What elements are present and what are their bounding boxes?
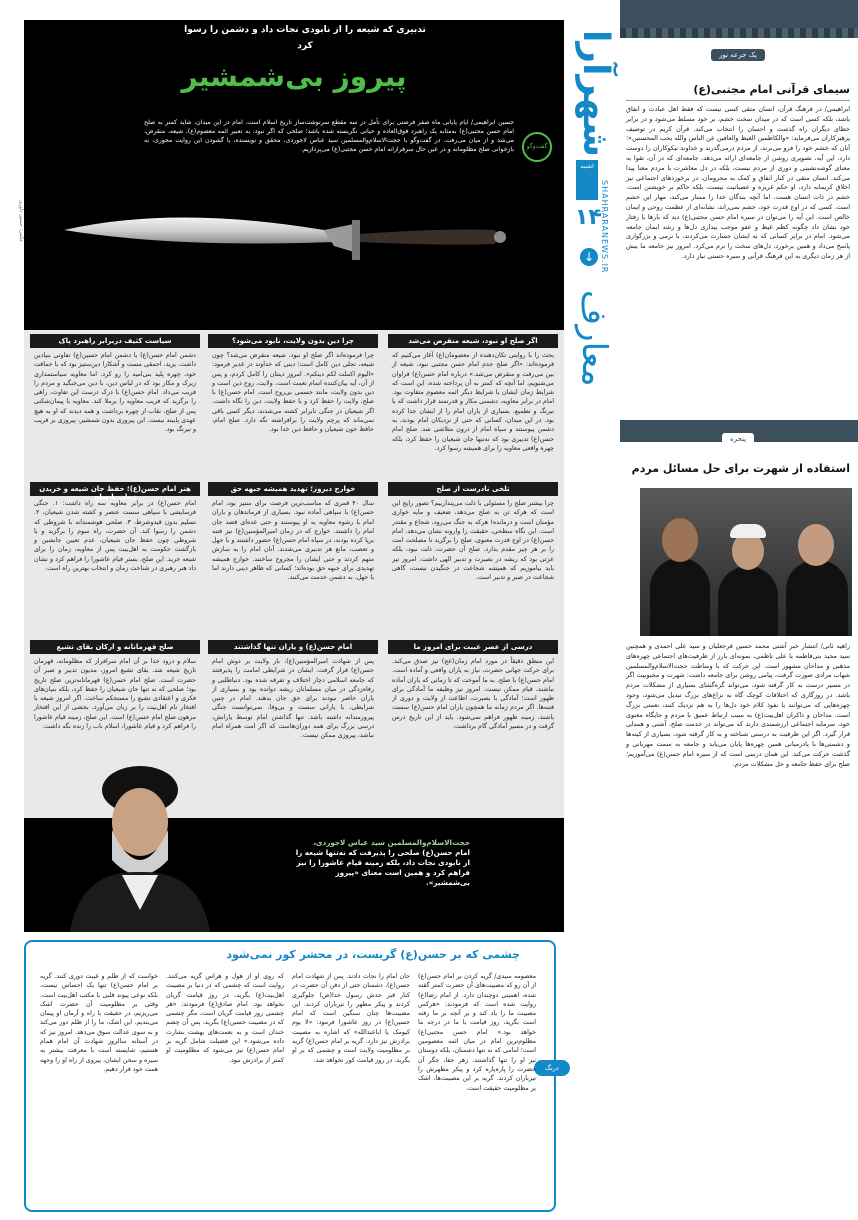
column-1 [388, 334, 558, 486]
bottom-column-2: جان امام را نجات دادند. پس از شهادت امام حسن(ع)، دشمنان حتی از دفن آن حضرت در کنار قبر جدش رسول خدا(ص) جلوگیری کردند و پیکر مطهر را تیرباران کردند. این مصیبت‌ها چنان سنگین است که امام حسین(ع) در روز عاشورا فرمود: «لا یوم کیومک یا اباعبدالله» که اشاره به مصیبت برادرش نیز دارد. گریه بر امام حسن(ع) گریه بر مظلومیت ولایت است و چشمی که بر او بگرید، در روز قیامت کور نخواهد شد. [292, 973, 410, 1064]
divider [626, 100, 850, 101]
kicker: تدبیری که شیعه را از نابودی نجات داد و دشمن را رسوا کرد [180, 22, 430, 38]
sword-icon [24, 190, 564, 300]
sidebar-tag-2: پنجره [722, 433, 754, 445]
column-body: چرا فرموده‌اند اگر صلح او نبود، شیعه منقرض می‌شد؟ چون شیعه، تجلی دین کامل است؛ دینی که خداوند در غدیر فرمود: «الیوم اکملت لکم دینکم». امروز دینتان را کامل کردم، و پس از آن، آیه بیان‌کننده اتمام نعمت است. ولایت، روح دین است و دین بدون ولایت، مانند جسمی بی‌روح است. امام حسن(ع) با صلح، ولایت را حفظ کرد و با حفظ ولایت، دین را نگاه داشت. اگر شیعیان در جنگی نابرابر کشته می‌شدند، دیگر کسی باقی نمی‌ماند که پرچم ولایت را برافراشته نگه دارد. صلح امام، حافظ خون شیعیان و حافظ دین خدا بود. [212, 352, 374, 434]
column-title: سیاست کثیف دربرابر راهبرد پاک [30, 334, 200, 348]
bottom-column-1: معصومه سیدی/ گریه کردن بر امام حسن(ع) از آن رو که مصیبت‌های آن حضرت کمتر گفته شده، اهمیتی دوچندان دارد. از امام رضا(ع) روایت شده است که فرمودند: «هرکس مصیبت ما را یاد کند و بر آنچه بر ما رفته است بگرید، روز قیامت با ما در درجه ما خواهد بود.» امام حسن مجتبی(ع) مظلوم‌ترین امام در میان ائمه معصومین است؛ امامی که نه تنها دشمنان، بلکه دوستان نیز او را تنها گذاشتند. زهر جفا، جگر آن حضرت را پاره‌پاره کرد و پیکر مطهرش را تیرباران کردند. گریه بر این مصیبت‌ها، اشک بر مظلومیت حقیقت است. [418, 973, 536, 1092]
sidebar-tag: یک جرعه نور [711, 49, 765, 61]
bottom-column-4: خواست که از ظلم و غیبت دوری کنند. گریه بر امام حسن(ع) تنها یک احساس نیست، بلکه نوعی پیوند قلبی با مکتب اهل‌بیت است. وقتی بر مظلومیت آن حضرت اشک می‌ریزیم، در حقیقت با راه و آرمان او پیمان می‌بندیم. این اشک، ما را از ظلم دور می‌کند و به سوی عدالت سوق می‌دهد. امروز نیز که در آستانه سالروز شهادت آن امام همام هستیم، شایسته است با معرفت بیشتر به سیره و سخن ایشان، پیروی از راه او را وجهه همت خود قرار دهیم. [40, 973, 158, 1073]
bottom-title: چشمی که بر حسن(ع) گریست، در محشر کور نمی‌شود [226, 948, 520, 961]
page-number: ۱۴ [575, 205, 602, 230]
column-title: اگر صلح او نبود، شیعه منقرض می‌شد [388, 334, 558, 348]
section-name: معارف [574, 290, 614, 387]
day-badge: اشنبه [576, 160, 598, 200]
photo-three-men [640, 488, 852, 636]
column-7 [208, 640, 378, 782]
pull-quote [290, 838, 470, 888]
column-title: تلخی نادرست از صلح [388, 482, 558, 496]
quote-attribution: حجت‌الاسلام‌والمسلمین سید عباس لاجوردی، [313, 838, 470, 847]
portrait-cleric [60, 760, 220, 932]
sidebar-body-2: راهیه ثانی/ انتشار خبر آشتی محمد حسین فرجعلیان و سید علی احمدی و همچنین سید مجید بنی‌فاطمه با علی ناظمی، نمونه‌ای بارز از ظرفیت‌های اجتماعی چهره‌های مذهبی و مداحان مشهور است. این حرکت که با وساطت حجت‌الاسلام‌والمسلمین شهاب مرادی صورت گرفت، پیامی روشن برای جامعه داشت: شهرت و محبوبیت اگر در مسیر درست به کار گرفته شود، می‌تواند گره‌گشای بسیاری از مشکلات مردم باشد. در روزگاری که اختلافات کوچک گاه به نزاع‌های بزرگ تبدیل می‌شود، وجود چهره‌هایی که می‌توانند با نفوذ کلام خود دل‌ها را به هم نزدیک کنند، نعمتی بزرگ است. مداحان و ذاکران اهل‌بیت(ع) به سبب ارتباط عمیق با مردم و جایگاه معنوی خود، سرمایه اجتماعی ارزشمندی دارند که می‌تواند در خدمت صلح، آشتی و همدلی قرار گیرد. اگر این ظرفیت به درستی شناخته و به کار گرفته شود، بسیاری از کینه‌ها و دشمنی‌ها با پادرمیانی همین چهره‌ها پایان می‌یابد و جامعه به سمت مهربانی و گذشت حرکت می‌کند. این همان درسی است که از سیره امام حسن(ع) می‌آموزیم؛ صلح برای حفظ جامعه و حل مشکلات مردم. [626, 642, 850, 768]
column-4 [388, 482, 558, 636]
column-body: سال ۴۰ قمری که مناسب‌ترین فرصت برای ستیز بود، امام حسن(ع) با سپاهی آماده نبود. بسیاری از فرماندهان و یاران امام با رشوه معاویه به او پیوستند و حتی عده‌ای قصد جان امام را داشتند. خوارج که در زمان امیرالمؤمنین(ع) نیز فتنه برپا کرده بودند، در سپاه امام حسن(ع) حضور داشتند و با جهل و تعصب، مانع هر تدبیری می‌شدند. آنان امام را به سازش متهم کردند و حتی ایشان را مجروح ساختند. خوارج همیشه تهدیدی برای جبهه حق بوده‌اند؛ کسانی که ظاهر دینی دارند اما با جهل، به دشمن خدمت می‌کنند. [212, 500, 374, 582]
photo-credit: عکس: حسین داوری [18, 200, 24, 243]
column-title: هنر امام حسن(ع)؛ حفظ جان شیعه و خریدن زمان با صلح [30, 482, 200, 496]
bottom-badge: درنگ [534, 1060, 570, 1076]
lead-paragraph: حسین ابراهیمی/ ایام پایانی ماه صفر فرصتی برای تأمل در سه مقطع سرنوشت‌ساز تاریخ اسلام است. امام در این میدان، شاید کمتر به صلح امام حسن مجتبی(ع) به‌مثابه یک راهبرد فوق‌العاده و حیاتی نگریسته شده باشد؛ صلحی که اگر نبود، به تعبیر ائمه معصوم(ع)، شیعه، منقرض، می‌شد و از میان می‌رفت. در گفت‌وگو با حجت‌الاسلام‌والمسلمین سید عباس لاجوردی، محقق و نویسنده، با گشودن این روایت محوری، به بازخوانی صلح مظلومانه و در عین حال سرفرازانه امام حسن مجتبی(ع) می‌پردازیم. [144, 119, 514, 153]
column-body: بحث را با روایتی تکان‌دهنده از معصومان(ع) آغاز می‌کنیم که فرموده‌اند: «اگر صلح جدم امام حسن مجتبی نبود، شیعه از بین می‌رفت و منقرض می‌شد.» درباره امام حسن(ع) فراوان می‌شنویم، اما آنچه که کمتر به آن پرداخته شده، این است که شرایط زمان ایشان با شرایط دیگر ائمه معصوم متفاوت بود. امام در برابر معاویه، دشمنی مکار و قدرتمند قرار داشت که با نیرنگ و تطمیع، بسیاری از یاران امام را از ایشان جدا کرده بود. در این میدان، کسانی که حتی از نزدیکان امام بودند، به دشمن پیوستند و سپاه امام از درون متلاشی شد. صلح امام حسن(ع) تدبیری بود که نه‌تنها جان شیعیان را حفظ کرد، بلکه چهره واقعی معاویه را برای همیشه رسوا کرد. [392, 352, 554, 452]
column-title: درسی از عصر غیبت برای امروز ما [388, 640, 558, 654]
logo[interactable]: شهرآرا [575, 30, 616, 157]
column-title: خوارج دیروز؛ تهدید همیشه جبهه حق [208, 482, 378, 496]
sidebar-body: ابراهیمی/ در فرهنگ قرآن، انسان متقی کسی نیست که فقط اهل عبادت و انفاق باشد، بلکه کسی است که در میدان سخت خشم، بر خود مسلط می‌شود و در برابر خطای دیگران راه گذشت و احسان را انتخاب می‌کند. قرآن کریم در توصیف پرهیزکاران می‌فرماید: «والکاظمین الغیظ والعافین عن الناس والله یحب المحسنین»؛ آنان که خشم خود را فرو می‌برند، از مردم درمی‌گذرند و خداوند نیکوکاران را دوست دارد. این آیه، تصویری روشن از جامعه‌ای ارائه می‌دهد، جامعه‌ای که در آن، تقوا به معنای گوشه‌نشینی و دوری از مردم نیست، بلکه در دل معاشرت با مردم معنا پیدا می‌کند. انسان متقی در کنار انفاق و کمک به محرومان، در برخوردهای اجتماعی نیز اخلاق کریمانه دارد، او حکم غریزه و عصبانیت نیست، بلکه حاکم بر خویشتن است. خشم در ذات انسان هست، اما آنچه بندگان خدا را ممتاز می‌کند، مهار این خشم است. کسی که در اوج قدرت خود، خشم نمی‌راند، نشانه‌ای از عظمت روحی و ایمان خالص است. ابن آیه را می‌توان در سیره امام حسن مجتبی(ع) دید که بارها با رفتار خود نشان داد چگونه کظم غیظ و عفو موجب بیداری دل‌ها و رشد ایمان جامعه می‌شود. امام در برابر کسانی که به ایشان جسارت می‌کردند، با نرمی و بزرگواری پاسخ می‌داد و همین برخورد، دل‌های سخت را نرم می‌کرد. امروز نیز جامعه ما بیش از هر زمان دیگری به این فرهنگ قرآنی و سیره حسنی نیاز دارد. [626, 105, 850, 260]
column-6 [30, 482, 200, 636]
column-body: امام حسن(ع) در برابر معاویه سه راه داشت: ۱. جنگی فرسایشی با سپاهی سست عنصر و کشته شدن شیعیان، ۲. تسلیم بدون قیدوشرط، ۳. صلحی هوشمندانه با شروطی که دشمن را رسوا کند. آن حضرت، راه سوم را برگزید و با شروطی چون حفظ جان شیعیان، عدم تعیین جانشین و بازگشت حکومت به اهل‌بیت پس از معاویه، زمان را برای شیعه خرید. این صلح، بستر قیام عاشورا را فراهم کرد و نشان داد هنر رهبری در شناخت زمان و انتخاب بهترین راه است. [34, 500, 196, 573]
headline: پیروز بی‌شمشیر [181, 60, 407, 93]
column-title: صلح قهرمانانه و ارکان بقای تشیع [30, 640, 200, 654]
quote-text: امام حسن(ع) صلحی را پذیرفت که نه‌تنها شیعه را از نابودی نجات داد، بلکه زمینه قیام عاشورا را نیز فراهم کرد و همین است معنای «پیروز بی‌شمشیر». [295, 848, 470, 887]
column-body: پس از شهادت امیرالمؤمنین(ع)، بار ولایت بر دوش امام حسن(ع) قرار گرفت. ایشان در شرایطی امامت را پذیرفتند که جامعه اسلامی دچار اختلاف و تفرقه شده بود. دنیاطلبی و رفاه‌زدگی در میان مسلمانان ریشه دوانده بود و بسیاری از یاران حاضر نبودند برای حق جان بدهند. امام در چنین شرایطی، با یارانی سست و بی‌وفا، نمی‌توانست جنگی پیروزمندانه داشته باشد. تنها گذاشتن امام توسط یارانش، درسی بزرگ برای همه دوران‌هاست که اگر امت همراه امام نباشد، پیروزی ممکن نیست. [212, 658, 374, 740]
masthead-band [620, 0, 858, 38]
column-5 [208, 482, 378, 636]
column-body: چرا بیشتر صلح را مسئولی با ذلت می‌پندارییم؟ تصور رایج این است که هرکه تن به صلح می‌دهد، ضعیف و مایه خواری مؤمنان است و درمانده! هرکه به جنگ می‌رود، شجاع و مقتدر است. این نگاه سطحی، حقیقت را وارونه نشان می‌دهد. امام حسن(ع) در اوج قدرت معنوی، صلح را برگزید تا مصلحت امت را بر هر چیز مقدم بدارد. صلح آن حضرت، ذلت نبود، بلکه عزتی بود که ریشه در بصیرت و تدبیر الهی داشت. امروز نیز باید بیاموزیم که همیشه شجاعت در جنگیدن نیست، گاهی شجاعت در صبر و تدبیر است. [392, 500, 554, 582]
column-body: این منطق دقیقاً در مورد امام زمان(عج) نیز صدق می‌کند. برای حرکت جهانی حضرت، نیاز به یاران واقعی و آماده است. امام حسن(ع) با صلح، به ما آموخت که تا زمانی که یاران آماده نباشند، قیام ممکن نیست. امروز نیز وظیفه ما آمادگی برای ظهور است؛ آمادگی با بصیرت، اطاعت از ولایت و دوری از فتنه‌ها. اگر مردم زمانه ما همچون یاران امام حسن(ع) سست باشند، زمینه ظهور فراهم نمی‌شود. باید از این تاریخ درس گرفت و در مسیر آمادگی گام برداشت. [392, 658, 554, 731]
sidebar-title-2: استفاده از شهرت برای حل مسائل مردم [631, 462, 850, 475]
column-title: امام حسن(ع) و یاران تنها گذاشتند [208, 640, 378, 654]
column-3 [30, 334, 200, 486]
bottom-column-3: که روی او از هول و هراس گریه می‌کنند. روایت است که چشمی که در دنیا بر مصیبت اهل‌بیت(ع) بگرید، در روز قیامت گریان نخواهد بود. امام صادق(ع) فرمودند: «هر چشمی روز قیامت گریان است، مگر چشمی که در مصیبت حسین(ع) بگرید، پس آن چشم خندان است و به نعمت‌های بهشت بشارت داده می‌شود.» این فضیلت شامل گریه بر امام حسن(ع) نیز می‌شود که مظلومیت او کمتر از برادرش نبود. [166, 973, 284, 1064]
column-2 [208, 334, 378, 486]
site-url[interactable]: SHAHRARANEWS.IR [600, 180, 609, 274]
column-9 [30, 640, 200, 754]
interview-badge: گفت‌وگو [522, 132, 552, 162]
sidebar-title: سیمای قرآنی امام مجتبی(ع) [693, 83, 850, 96]
column-title: چرا دین بدون ولایت، نابود می‌شود؟ [208, 334, 378, 348]
sidebar-article-1 [626, 38, 850, 435]
arrow-down-icon: ↓ [580, 248, 598, 266]
column-body: سلام و درود خدا بر آن امام سرافراز که مظلومانه، قهرمان تاریخ شیعه شد. بقای تشیع امروز، مدیون تدبیر و صبر آن حضرت است. صلح امام حسن(ع) قهرمانانه‌ترین صلح تاریخ بود؛ صلحی که نه تنها جان شیعیان را حفظ کرد، بلکه بنیان‌های فکری و اعتقادی تشیع را مستحکم ساخت. اگر امروز شیعه با افتخار نام اهل‌بیت را بر زبان می‌آورد، بخشی از این افتخار مرهون صلح امام حسن(ع) است. این صلح، زمینه قیام عاشورا را فراهم کرد و قیام عاشورا، اسلام ناب را زنده نگه داشت. [34, 658, 196, 731]
column-8 [388, 640, 558, 782]
column-body: دشمن امام حسن(ع) با دشمن امام حسین(ع) تفاوتی بنیادین داشت. یزید، احمقی مست و آشکارا دین‌ستیز بود که با حماقت خود، چهره پلید بنی‌امیه را رو کرد. اما معاویه سیاستمداری زیرک و مکار بود که در لباس دین، با دین می‌جنگید و مردم را فریب می‌داد. امام حسن(ع) با درک درست این تفاوت، راهی را برگزید که فریب معاویه را برملا کند. معاویه با پیمان‌شکنی پس از صلح، نقاب از چهره برداشت و همه دیدند که او به هیچ عهدی پایبند نیست. این پیروزی بدون شمشیر، پیروزی بر فریب و نیرنگ بود. [34, 352, 196, 434]
